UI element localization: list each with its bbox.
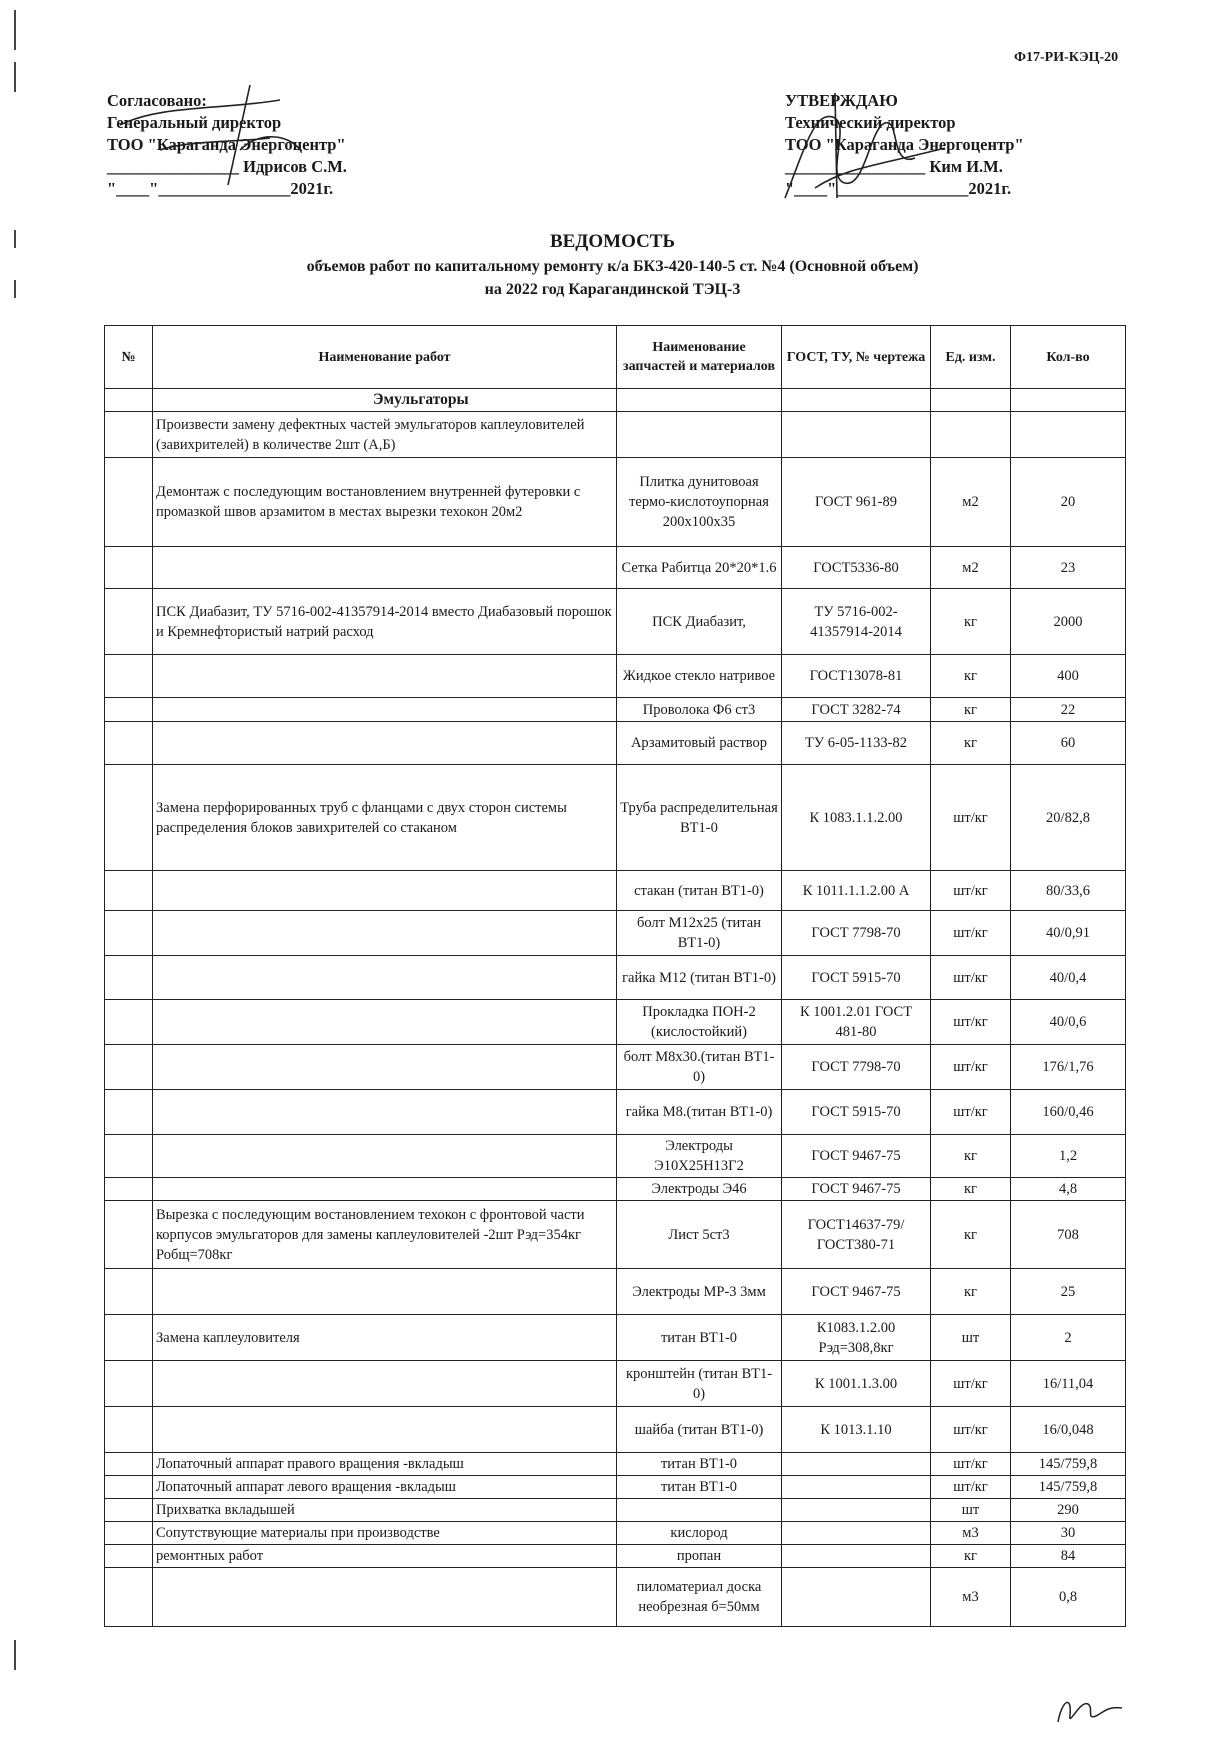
cell-work: ПСК Диабазит, ТУ 5716-002-41357914-2014 вместо Диабазовый порошок и Кремнефтористый натрий расход <box>153 589 617 655</box>
cell-no <box>105 655 153 698</box>
table-row <box>105 1568 1126 1627</box>
cell-gost: ГОСТ14637-79/ГОСТ380-71 <box>782 1201 931 1269</box>
cell-qty: 16/11,04 <box>1011 1361 1126 1407</box>
cell-unit: кг <box>931 589 1011 655</box>
cell-unit: шт/кг <box>931 765 1011 871</box>
cell-gost <box>782 1568 931 1627</box>
section-empty-cell <box>617 389 782 412</box>
cell-no <box>105 698 153 722</box>
cell-gost <box>782 1522 931 1545</box>
section-row <box>105 389 1126 412</box>
cell-no <box>105 956 153 1000</box>
cell-parts: болт М12х25 (титан ВТ1-0) <box>617 911 782 956</box>
header-work: Наименование работ <box>153 326 617 389</box>
cell-no <box>105 1269 153 1315</box>
cell-gost: К 1083.1.1.2.00 <box>782 765 931 871</box>
cell-gost: ГОСТ 5915-70 <box>782 956 931 1000</box>
cell-gost: ГОСТ 7798-70 <box>782 1045 931 1090</box>
cell-parts: кислород <box>617 1522 782 1545</box>
cell-work <box>153 722 617 765</box>
cell-unit: м2 <box>931 458 1011 547</box>
cell-gost: ГОСТ 9467-75 <box>782 1135 931 1178</box>
cell-gost: К 1001.2.01 ГОСТ 481-80 <box>782 1000 931 1045</box>
cell-qty: 2 <box>1011 1315 1126 1361</box>
cell-parts: титан ВТ1-0 <box>617 1453 782 1476</box>
cell-unit: шт/кг <box>931 1045 1011 1090</box>
cell-no <box>105 1407 153 1453</box>
cell-work: Прихватка вкладышей <box>153 1499 617 1522</box>
cell-gost: К 1013.1.10 <box>782 1407 931 1453</box>
cell-gost: ГОСТ 9467-75 <box>782 1178 931 1201</box>
table-row <box>105 1090 1126 1135</box>
cell-gost <box>782 1545 931 1568</box>
cell-parts: Сетка Рабитца 20*20*1.6 <box>617 547 782 589</box>
cell-unit: шт/кг <box>931 1361 1011 1407</box>
cell-work <box>153 1407 617 1453</box>
header-no: № <box>105 326 153 389</box>
table-row <box>105 1201 1126 1269</box>
header-qty: Кол-во <box>1011 326 1126 389</box>
cell-unit: шт/кг <box>931 1000 1011 1045</box>
cell-no <box>105 1499 153 1522</box>
cell-work <box>153 871 617 911</box>
cell-no <box>105 1090 153 1135</box>
cell-work <box>153 547 617 589</box>
cell-no <box>105 871 153 911</box>
cell-qty: 80/33,6 <box>1011 871 1126 911</box>
cell-parts: Плитка дунитовоая термо-кислотоупорная 200х100х35 <box>617 458 782 547</box>
table-row <box>105 765 1126 871</box>
table-row <box>105 1315 1126 1361</box>
cell-gost <box>782 1476 931 1499</box>
cell-work <box>153 1361 617 1407</box>
cell-unit: м3 <box>931 1568 1011 1627</box>
cell-qty: 40/0,6 <box>1011 1000 1126 1045</box>
approval-left-line: ________________ Идрисов С.М. <box>107 157 347 176</box>
cell-unit: кг <box>931 698 1011 722</box>
cell-qty: 40/0,91 <box>1011 911 1126 956</box>
header-parts: Наименование запчастей и материалов <box>617 326 782 389</box>
cell-gost: ТУ 6-05-1133-82 <box>782 722 931 765</box>
table-row <box>105 698 1126 722</box>
cell-no <box>105 1000 153 1045</box>
cell-no <box>105 1201 153 1269</box>
section-empty-cell <box>1011 389 1126 412</box>
cell-qty: 25 <box>1011 1269 1126 1315</box>
cell-parts: кронштейн (титан ВТ1-0) <box>617 1361 782 1407</box>
cell-qty: 145/759,8 <box>1011 1453 1126 1476</box>
cell-no <box>105 547 153 589</box>
table-row <box>105 1000 1126 1045</box>
cell-work: Сопутствующие материалы при производстве <box>153 1522 617 1545</box>
table-row <box>105 1545 1126 1568</box>
cell-no <box>105 911 153 956</box>
section-empty-cell <box>931 389 1011 412</box>
cell-unit: шт/кг <box>931 956 1011 1000</box>
cell-qty: 60 <box>1011 722 1126 765</box>
cell-unit: шт <box>931 1499 1011 1522</box>
cell-parts: Жидкое стекло натривое <box>617 655 782 698</box>
cell-work: Замена перфорированных труб с фланцами с двух сторон системы распределения блоков завихрителей со стаканом <box>153 765 617 871</box>
cell-work: Вырезка с последующим востановлением техокон с фронтовой части корпусов эмульгаторов для замены каплеуловителей -2шт Рэд=354кг Робщ=708кг <box>153 1201 617 1269</box>
cell-gost: ГОСТ 3282-74 <box>782 698 931 722</box>
cell-parts: болт М8х30.(титан ВТ1-0) <box>617 1045 782 1090</box>
cell-gost: К1083.1.2.00 Рэд=308,8кг <box>782 1315 931 1361</box>
cell-qty: 176/1,76 <box>1011 1045 1126 1090</box>
margin-mark <box>14 10 16 50</box>
table-row <box>105 458 1126 547</box>
cell-parts: Электроды Э10Х25Н13Г2 <box>617 1135 782 1178</box>
approval-left-line: Согласовано: <box>107 91 207 110</box>
cell-work <box>153 1090 617 1135</box>
cell-no <box>105 589 153 655</box>
approval-right-line: "____"________________2021г. <box>785 179 1012 198</box>
cell-work <box>153 698 617 722</box>
table-row <box>105 1045 1126 1090</box>
cell-gost: ГОСТ 961-89 <box>782 458 931 547</box>
cell-parts: Электроды МР-3 3мм <box>617 1269 782 1315</box>
cell-parts: Лист 5ст3 <box>617 1201 782 1269</box>
cell-qty: 4,8 <box>1011 1178 1126 1201</box>
cell-qty: 400 <box>1011 655 1126 698</box>
cell-qty: 20 <box>1011 458 1126 547</box>
cell-unit: шт/кг <box>931 911 1011 956</box>
cell-gost: ГОСТ 9467-75 <box>782 1269 931 1315</box>
header-unit: Ед. изм. <box>931 326 1011 389</box>
cell-no <box>105 1361 153 1407</box>
cell-parts: пиломатериал доска необрезная б=50мм <box>617 1568 782 1627</box>
cell-unit: шт <box>931 1315 1011 1361</box>
cell-no <box>105 722 153 765</box>
cell-work <box>153 655 617 698</box>
cell-unit: кг <box>931 1545 1011 1568</box>
cell-work <box>153 1269 617 1315</box>
approval-left-line: ТОО "Караганда Энергоцентр" <box>107 135 346 154</box>
cell-work: ремонтных работ <box>153 1545 617 1568</box>
cell-work <box>153 1568 617 1627</box>
cell-qty: 0,8 <box>1011 1568 1126 1627</box>
table-row <box>105 911 1126 956</box>
table-row <box>105 871 1126 911</box>
cell-parts: гайка М12 (титан ВТ1-0) <box>617 956 782 1000</box>
cell-unit: шт/кг <box>931 1407 1011 1453</box>
cell-gost: ГОСТ5336-80 <box>782 547 931 589</box>
cell-unit: кг <box>931 1201 1011 1269</box>
table-row <box>105 956 1126 1000</box>
cell-work: Произвести замену дефектных частей эмульгаторов каплеуловителей (завихрителей) в количестве 2шт (А,Б) <box>153 412 617 458</box>
cell-no <box>105 1476 153 1499</box>
table-row <box>105 1407 1126 1453</box>
cell-unit: кг <box>931 1135 1011 1178</box>
cell-work: Лопаточный аппарат левого вращения -вкладыш <box>153 1476 617 1499</box>
cell-work: Замена каплеуловителя <box>153 1315 617 1361</box>
cell-gost <box>782 1453 931 1476</box>
approval-right-line: Технический директор <box>785 113 956 132</box>
cell-work <box>153 1000 617 1045</box>
signature-left-icon <box>100 80 360 190</box>
cell-qty: 30 <box>1011 1522 1126 1545</box>
cell-qty: 145/759,8 <box>1011 1476 1126 1499</box>
cell-parts: титан ВТ1-0 <box>617 1476 782 1499</box>
cell-parts: гайка М8.(титан ВТ1-0) <box>617 1090 782 1135</box>
cell-parts: титан ВТ1-0 <box>617 1315 782 1361</box>
document-subtitle-year: на 2022 год Карагандинской ТЭЦ-3 <box>484 281 741 298</box>
form-code: Ф17-РИ-КЭЦ-20 <box>1014 50 1119 65</box>
cell-unit: шт/кг <box>931 1453 1011 1476</box>
cell-qty: 40/0,4 <box>1011 956 1126 1000</box>
cell-parts: Проволока Ф6 ст3 <box>617 698 782 722</box>
table-row <box>105 589 1126 655</box>
cell-no <box>105 1522 153 1545</box>
cell-unit: шт/кг <box>931 1090 1011 1135</box>
cell-gost: К 1001.1.3.00 <box>782 1361 931 1407</box>
table-row <box>105 1361 1126 1407</box>
cell-qty: 84 <box>1011 1545 1126 1568</box>
cell-qty: 23 <box>1011 547 1126 589</box>
cell-work <box>153 1045 617 1090</box>
approval-right-line: ТОО "Караганда Энергоцентр" <box>785 135 1024 154</box>
cell-qty: 2000 <box>1011 589 1126 655</box>
cell-unit: шт/кг <box>931 871 1011 911</box>
cell-work <box>153 911 617 956</box>
table-row <box>105 1269 1126 1315</box>
cell-work: Демонтаж с последующим востановлением внутренней футеровки с промазкой швов арзамитом в местах вырезки техокон 20м2 <box>153 458 617 547</box>
section-empty-cell <box>782 389 931 412</box>
table-row <box>105 1476 1126 1499</box>
margin-mark <box>14 1640 16 1670</box>
cell-no <box>105 1545 153 1568</box>
cell-no <box>105 1315 153 1361</box>
table-row <box>105 722 1126 765</box>
cell-parts: пропан <box>617 1545 782 1568</box>
cell-gost <box>782 412 931 458</box>
cell-qty: 708 <box>1011 1201 1126 1269</box>
table-row <box>105 412 1126 458</box>
table-row <box>105 655 1126 698</box>
margin-mark <box>14 62 16 92</box>
cell-no <box>105 1178 153 1201</box>
header-gost: ГОСТ, ТУ, № чертежа <box>782 326 931 389</box>
table-row <box>105 1499 1126 1522</box>
document-subtitle: объемов работ по капитальному ремонту к/а БКЗ-420-140-5 ст. №4 (Основной объем) <box>306 258 919 275</box>
cell-unit: м2 <box>931 547 1011 589</box>
cell-parts: ПСК Диабазит, <box>617 589 782 655</box>
cell-unit: кг <box>931 1269 1011 1315</box>
table-row <box>105 1178 1126 1201</box>
cell-qty: 160/0,46 <box>1011 1090 1126 1135</box>
cell-qty: 22 <box>1011 698 1126 722</box>
approval-right-line: УТВЕРЖДАЮ <box>785 91 898 110</box>
cell-parts <box>617 1499 782 1522</box>
cell-work <box>153 956 617 1000</box>
cell-gost: ТУ 5716-002-41357914-2014 <box>782 589 931 655</box>
document-title: ВЕДОМОСТЬ <box>549 231 676 252</box>
cell-no <box>105 1453 153 1476</box>
cell-parts: шайба (титан ВТ1-0) <box>617 1407 782 1453</box>
cell-work <box>153 1178 617 1201</box>
cell-work <box>153 1135 617 1178</box>
approval-left-line: Генеральный директор <box>107 113 282 132</box>
signature-right-icon <box>775 88 955 208</box>
cell-parts: Электроды Э46 <box>617 1178 782 1201</box>
cell-gost: ГОСТ 7798-70 <box>782 911 931 956</box>
cell-qty <box>1011 412 1126 458</box>
initials-icon <box>1050 1690 1130 1730</box>
cell-unit <box>931 412 1011 458</box>
cell-qty: 16/0,048 <box>1011 1407 1126 1453</box>
table-row <box>105 547 1126 589</box>
cell-parts: Арзамитовый раствор <box>617 722 782 765</box>
approval-left-line: "____"________________2021г. <box>107 179 334 198</box>
cell-no <box>105 765 153 871</box>
works-table <box>104 325 1126 1627</box>
cell-parts: стакан (титан ВТ1-0) <box>617 871 782 911</box>
cell-parts: Прокладка ПОН-2 (кислостойкий) <box>617 1000 782 1045</box>
cell-unit: кг <box>931 722 1011 765</box>
cell-no <box>105 412 153 458</box>
approval-right-line: _________________ Ким И.М. <box>785 157 1003 176</box>
cell-no <box>105 1568 153 1627</box>
cell-parts <box>617 412 782 458</box>
cell-unit: кг <box>931 655 1011 698</box>
cell-no <box>105 1135 153 1178</box>
cell-work: Лопаточный аппарат правого вращения -вкладыш <box>153 1453 617 1476</box>
cell-gost: К 1011.1.1.2.00 А <box>782 871 931 911</box>
cell-gost <box>782 1499 931 1522</box>
cell-parts: Труба распределительная ВТ1-0 <box>617 765 782 871</box>
table-row <box>105 1522 1126 1545</box>
cell-qty: 1,2 <box>1011 1135 1126 1178</box>
cell-unit: кг <box>931 1178 1011 1201</box>
table-row <box>105 1135 1126 1178</box>
cell-no <box>105 458 153 547</box>
table-header-row <box>105 326 1126 389</box>
cell-gost: ГОСТ 5915-70 <box>782 1090 931 1135</box>
section-title: Эмульгаторы <box>153 389 617 412</box>
cell-unit: шт/кг <box>931 1476 1011 1499</box>
cell-qty: 20/82,8 <box>1011 765 1126 871</box>
section-no-cell <box>105 389 153 412</box>
cell-no <box>105 1045 153 1090</box>
cell-gost: ГОСТ13078-81 <box>782 655 931 698</box>
cell-qty: 290 <box>1011 1499 1126 1522</box>
table-row <box>105 1453 1126 1476</box>
cell-unit: м3 <box>931 1522 1011 1545</box>
